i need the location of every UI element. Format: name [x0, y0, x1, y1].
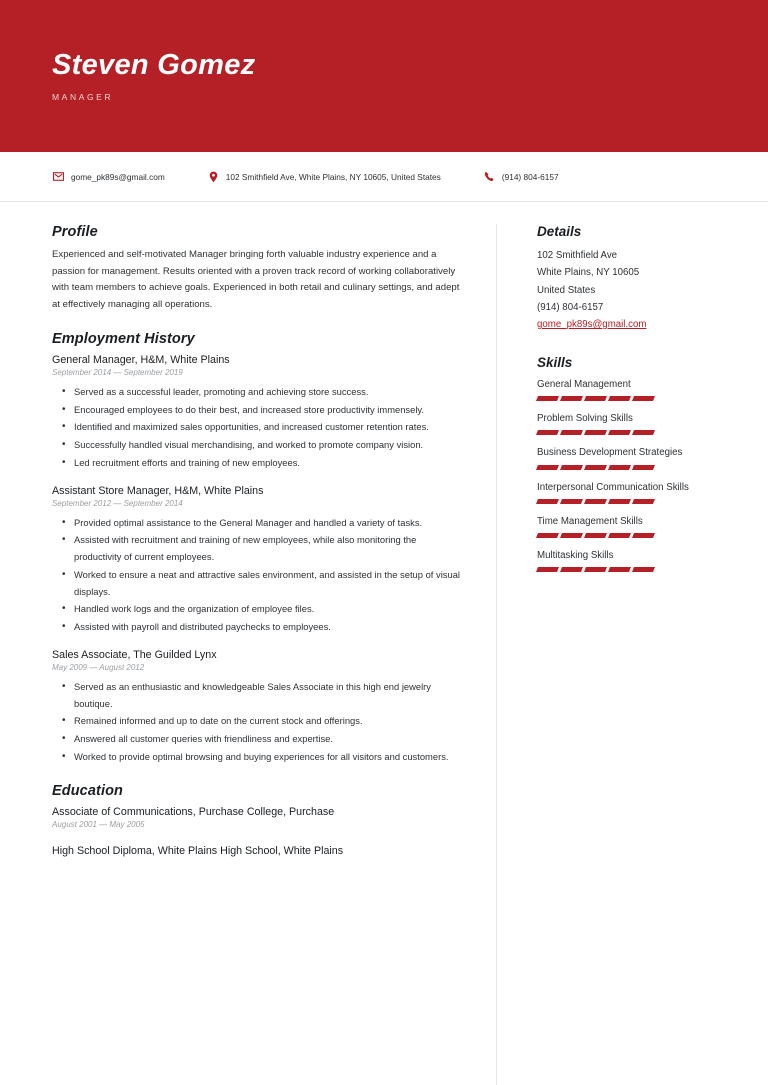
main-column [52, 224, 496, 1085]
list-item: • Remained informed and up to date on the current stock and offerings. [74, 713, 466, 730]
employment-entry-dates: May 2009 — August 2012 [52, 662, 145, 672]
employment-heading: Employment History [52, 331, 195, 347]
skill-dash [560, 430, 583, 435]
skill-dash [536, 567, 559, 572]
education-entry [52, 806, 466, 829]
skill-level-bar [537, 465, 716, 470]
profile-section [52, 224, 466, 313]
list-item: • Worked to provide optimal browsing and buying experiences for all visitors and customers. [74, 749, 466, 766]
employment-entry-title: Assistant Store Manager, H&M, White Plains [52, 484, 264, 497]
education-entry-title: Associate of Communications, Purchase College, Purchase [52, 806, 335, 819]
contact-phone-text: (914) 804-6157 [501, 171, 559, 182]
list-item: • Led recruitment efforts and training of new employees. [74, 455, 466, 472]
page-title: Steven Gomez [52, 49, 256, 82]
list-item: • Worked to ensure a neat and attractive sales environment, and assisted in the setup of visual displays. [74, 567, 466, 600]
skill-level-bar [537, 533, 716, 538]
skill-label: Problem Solving Skills [537, 413, 633, 425]
list-item: • Provided optimal assistance to the General Manager and handled a variety of tasks. [74, 515, 466, 532]
employment-entry-bullets [52, 384, 466, 472]
skill-label: Time Management Skills [537, 515, 643, 527]
skill-item [537, 378, 716, 401]
skill-label: General Management [537, 379, 631, 391]
contact-email[interactable] [52, 170, 165, 183]
detail-address-country: United States [537, 284, 596, 296]
employment-entry-title: General Manager, H&M, White Plains [52, 354, 230, 366]
skill-dash [632, 396, 655, 401]
skill-dash [584, 567, 607, 572]
education-entry-dates: August 2001 — May 2005 [52, 820, 145, 830]
skill-label: Multitasking Skills [537, 549, 614, 561]
education-entry-title: High School Diploma, White Plains High School, White Plains [52, 845, 344, 858]
skill-dash [560, 533, 583, 538]
employment-entry-dates: September 2014 — September 2019 [52, 368, 183, 377]
skill-label: Business Development Strategies [537, 447, 683, 459]
sidebar-column [496, 224, 716, 1085]
job-title-subtitle: MANAGER [52, 91, 114, 102]
skill-dash [632, 430, 655, 435]
contact-phone[interactable] [483, 170, 559, 183]
details-heading: Details [537, 224, 582, 239]
skill-item [537, 515, 716, 538]
education-entry [52, 845, 466, 857]
employment-entry-bullets [52, 679, 466, 766]
skill-label: Interpersonal Communication Skills [537, 481, 689, 493]
skill-dash [584, 465, 607, 470]
phone-icon [483, 170, 496, 183]
profile-text: Experienced and self-motivated Manager bringing forth valuable industry experience and a passion for management. Results oriented with a proven track record of working collaboratively with team members to achieve goals. Experienced in both retail and culinary settings, and adept at effectively managing all operations. [52, 249, 460, 310]
skill-dash [632, 533, 655, 538]
skill-dash [560, 567, 583, 572]
list-item: • Answered all customer queries with friendliness and expertise. [74, 731, 466, 748]
employment-section [52, 331, 466, 765]
skill-dash [536, 396, 559, 401]
skill-dash [560, 499, 583, 504]
skill-dash [608, 396, 631, 401]
skill-dash [536, 533, 559, 538]
employment-entry [52, 649, 466, 766]
skill-level-bar [537, 430, 716, 435]
education-section [52, 783, 466, 857]
skill-dash [560, 396, 583, 401]
list-item: • Successfully handled visual merchandising, and worked to promote company vision. [74, 437, 466, 454]
skill-dash [584, 430, 607, 435]
skill-dash [632, 465, 655, 470]
contact-address [207, 170, 441, 183]
skill-item [537, 412, 716, 435]
list-item: • Identified and maximized sales opportunities, and increased customer retention rates. [74, 419, 466, 436]
skills-section [537, 355, 716, 571]
list-item: • Assisted with payroll and distributed paychecks to employees. [74, 619, 466, 636]
contact-strip [0, 152, 768, 202]
list-item: • Served as a successful leader, promoting and achieving store success. [74, 384, 466, 401]
skill-dash [608, 465, 631, 470]
envelope-icon [52, 170, 65, 183]
detail-address-street: 102 Smithfield Ave [537, 250, 618, 261]
skill-level-bar [537, 396, 716, 401]
education-heading: Education [52, 783, 123, 800]
skill-dash [632, 499, 655, 504]
skill-dash [608, 533, 631, 538]
contact-email-text: gome_pk89s@gmail.com [71, 171, 165, 182]
skill-dash [608, 567, 631, 572]
skill-dash [536, 465, 559, 470]
employment-entry-bullets [52, 515, 466, 636]
skill-level-bar [537, 499, 716, 504]
skill-item [537, 549, 716, 572]
detail-phone: (914) 804-6157 [537, 301, 604, 313]
employment-entry-dates: September 2012 — September 2014 [52, 498, 183, 508]
detail-email-link[interactable]: gome_pk89s@gmail.com [537, 319, 647, 331]
skill-level-bar [537, 567, 716, 572]
list-item: • Assisted with recruitment and training of new employees, while also monitoring the productivity of current employees. [74, 532, 466, 565]
skill-dash [584, 499, 607, 504]
resume-body [0, 202, 768, 1085]
skill-dash [560, 465, 583, 470]
skill-dash [608, 499, 631, 504]
skill-item [537, 481, 716, 504]
map-pin-icon [207, 170, 220, 183]
contact-address-text: 102 Smithfield Ave, White Plains, NY 10605, United States [225, 171, 441, 182]
skill-dash [584, 396, 607, 401]
skill-dash [632, 567, 655, 572]
profile-heading: Profile [52, 224, 98, 240]
skills-heading: Skills [537, 355, 573, 371]
list-item: • Encouraged employees to do their best, and increased store productivity immensely. [74, 402, 466, 419]
skill-dash [536, 430, 559, 435]
skill-item [537, 446, 716, 469]
skill-dash [584, 533, 607, 538]
skill-dash [608, 430, 631, 435]
details-section [537, 224, 716, 333]
skill-dash [536, 499, 559, 504]
employment-entry [52, 485, 466, 636]
detail-address-city: White Plains, NY 10605 [537, 267, 640, 279]
employment-entry [52, 354, 466, 472]
list-item: • Handled work logs and the organization of employee files. [74, 601, 466, 618]
employment-entry-title: Sales Associate, The Guilded Lynx [52, 648, 217, 661]
header-banner [0, 0, 768, 152]
list-item: • Served as an enthusiastic and knowledgeable Sales Associate in this high end jewelry boutique. [74, 679, 466, 712]
